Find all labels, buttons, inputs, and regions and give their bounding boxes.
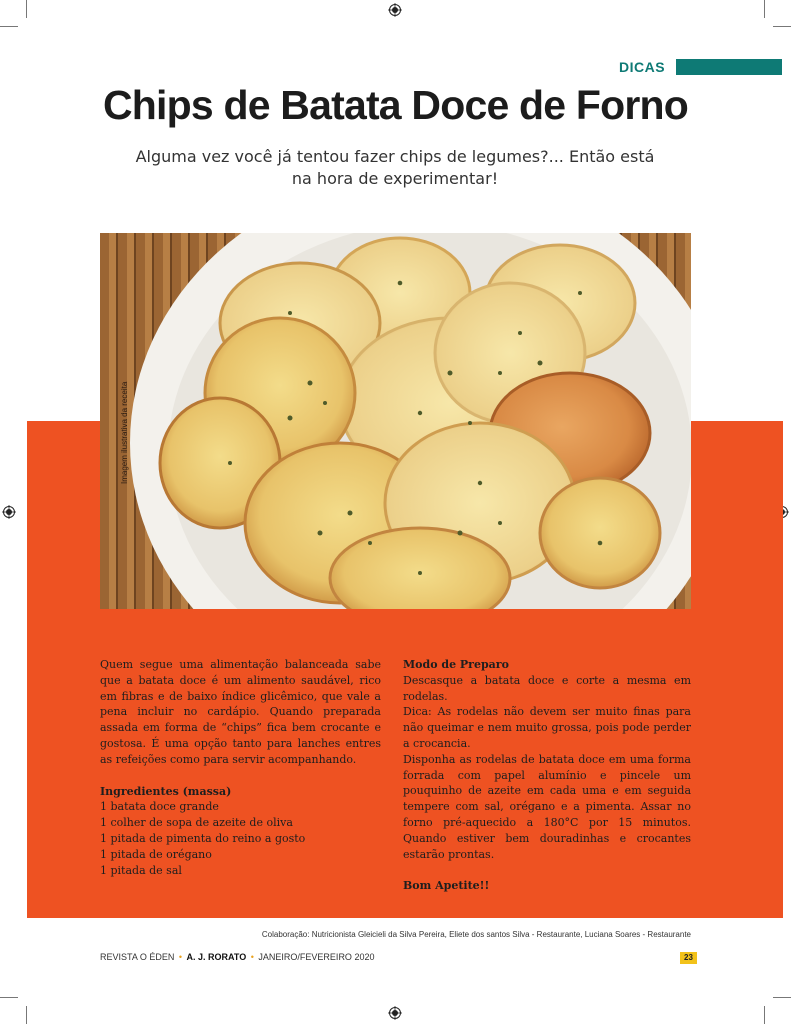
footer-separator: •	[178, 952, 183, 962]
magazine-name: REVISTA O ÉDEN	[100, 952, 175, 962]
method-heading: Modo de Preparo	[403, 658, 509, 671]
right-column	[403, 657, 691, 894]
list-item: 1 pitada de pimenta do reino a gosto	[100, 831, 306, 845]
list-item: 1 pitada de sal	[100, 863, 182, 877]
registration-mark-icon	[388, 3, 402, 17]
collaboration-credit: Colaboração: Nutricionista Gleicieli da Silva Pereira, Eliete dos santos Silva - Restaurante, Luciana Soares - Restaurante	[261, 930, 691, 939]
crop-mark	[0, 997, 18, 998]
article-subtitle: Alguma vez você já tentou fazer chips de legumes?... Então está na hora de experimentar!	[135, 147, 655, 188]
crop-mark	[0, 26, 18, 27]
section-label: DICAS	[619, 59, 666, 75]
intro-paragraph: Quem segue uma alimentação balanceada sabe que a batata doce é um alimento saudável, rico em fibras e de baixo índice glicêmico, que vale a pena incluir no cardápio. Quando preparada assada em forma de “chips” fica bem crocante e gostosa. É uma opção tanto para lanches entres as refeições como para servir acompanhando.	[100, 658, 381, 766]
list-item: 1 pitada de orégano	[100, 847, 212, 861]
issue-date: JANEIRO/FEVEREIRO 2020	[258, 952, 375, 962]
page-number: 23	[680, 952, 697, 964]
closing-line: Bom Apetite!!	[403, 879, 490, 893]
method-paragraph: Descasque a batata doce e corte a mesma em rodelas.	[403, 673, 691, 703]
photo-credit: Imagem ilustrativa da receita	[120, 381, 129, 484]
recipe-photo	[100, 233, 691, 609]
method-paragraph: Disponha as rodelas de batata doce em uma forma forrada com papel alumínio e pincele um pouquinho de azeite em cada uma e em seguida tempere com sal, orégano e a pimenta. Assar no forno pré-aquecido a 180°C por 15 minutos. Quando estiver bem douradinhas e crocantes estarão prontas.	[403, 752, 691, 861]
footer-separator: •	[250, 952, 254, 962]
left-column	[100, 657, 381, 878]
registration-mark-icon	[388, 1006, 402, 1020]
list-item: 1 batata doce grande	[100, 800, 219, 814]
method-paragraph: Dica: As rodelas não devem ser muito finas para não queimar e nem muito grossa, pois pode perder a crocancia.	[403, 705, 691, 750]
section-accent-bar	[676, 59, 782, 75]
registration-mark-icon	[2, 505, 16, 519]
crop-mark	[773, 26, 791, 27]
list-item: 1 colher de sopa de azeite de oliva	[100, 816, 293, 830]
article-title: Chips de Batata Doce de Forno	[102, 82, 689, 128]
ingredients-heading: Ingredientes (massa)	[100, 784, 232, 798]
crop-mark	[764, 1006, 765, 1024]
crop-mark	[773, 997, 791, 998]
crop-mark	[764, 0, 765, 18]
crop-mark	[26, 0, 27, 18]
author-name: A. J. RORATO	[186, 952, 247, 962]
page-footer	[100, 952, 374, 962]
ingredients-list	[100, 799, 381, 878]
crop-mark	[26, 1006, 27, 1024]
